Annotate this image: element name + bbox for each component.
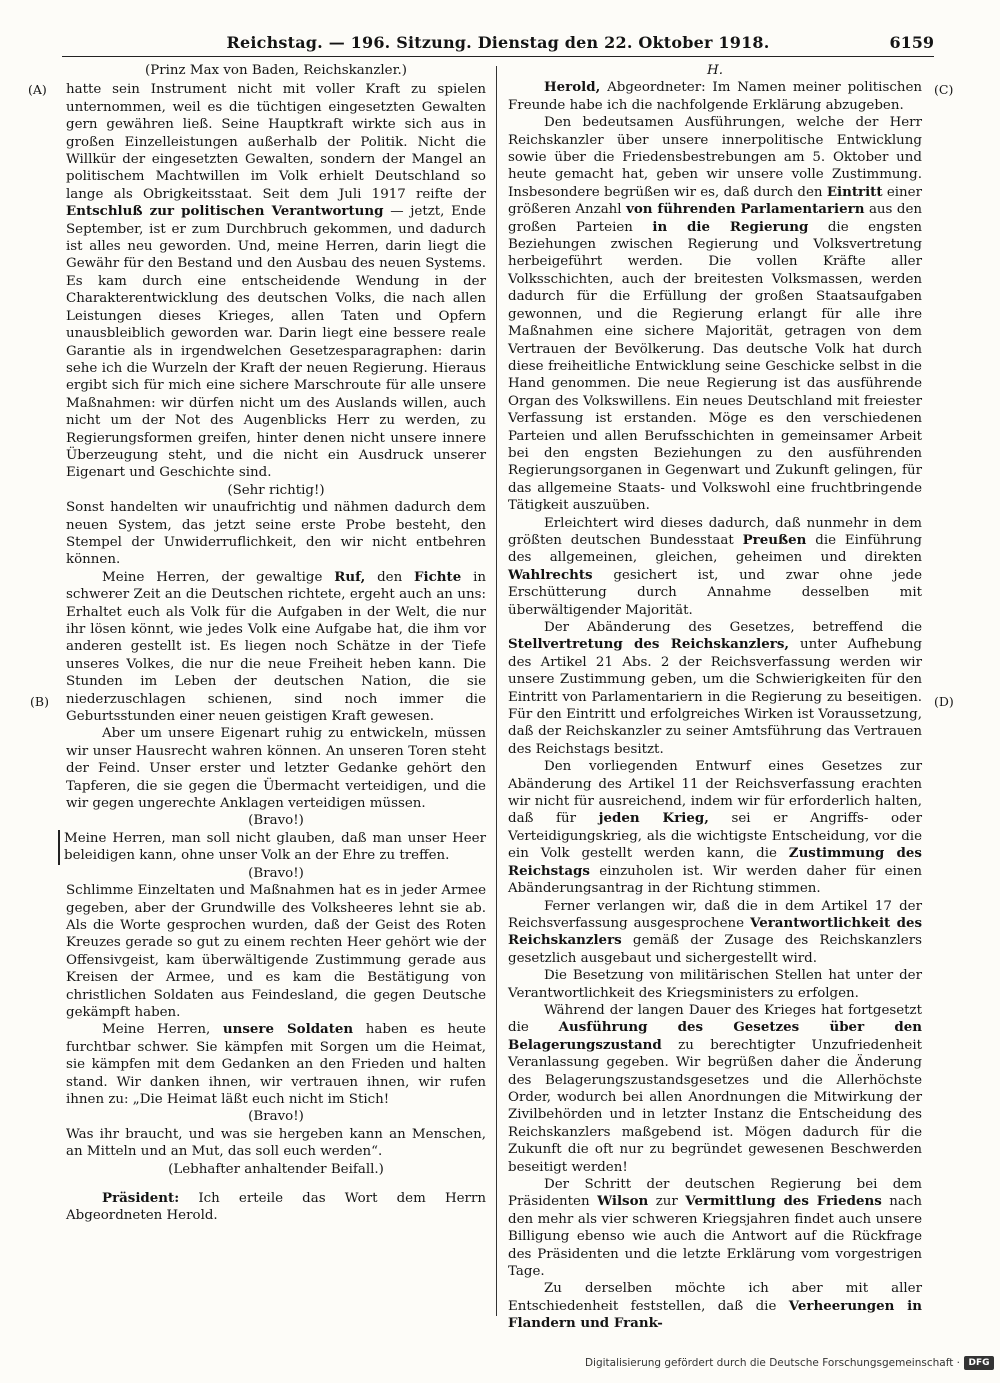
paragraph: Meine Herren, der gewaltige Ruf, den Fichte in schwerer Zeit an die Deutschen richtete, ergeht auch an uns: Erhaltet euch als Volk für die Aufgaben in der Welt, die nur ihr lösen könnt, wie jedes Volk eine Aufgabe hat, die ihm vor anderen gestellt ist. Es liegen noch Schätze in der Tiefe unseres Volkes, die nur die neue Freiheit heben kann. Die Stunden im Leben der deutschen Nation, die sie niederzuschlagen schienen, sind noch immer die Geburtsstunden einer neuen geistigen Kraft gewesen. — [66, 568, 486, 725]
margin-marker-d: (D) — [934, 694, 954, 709]
paragraph: Den bedeutsamen Ausführungen, welche der Herr Reichskanzler über unsere innerpolitische Entwicklung sowie über die Friedensbestrebungen am 5. Oktober und heute gemacht hat, geben wir unsere volle Zustimmung. Insbesondere begrüßen wir es, daß durch den Eintritt einer größeren Anzahl von führenden Parlamentariern aus den großen Parteien in die Regierung die engsten Beziehungen zwischen Regierung und Volksvertretung herbeigeführt werden. Die vollen Kräfte aller Volksschichten, auch der breitesten Volksmassen, werden dadurch für die Erfüllung der großen Staatsaufgaben gewonnen, und die Regierung erlangt für alle ihre Maßnahmen eine sichere Majorität, getragen von dem Vertrauen der Bevölkerung. Das deutsche Volk hat durch diese freiheitliche Entwicklung seine Geschicke selbst in die Hand genommen. Die neue Regierung ist das ausführende Organ des Volkswillens. Ein neues Deutschland mit freiester Verfassung ist erstanden. Möge es den verschiedenen Parteien und allen Berufsschichten in gemeinsamer Arbeit bei den engsten Beziehungen zu den ausführenden Regierungsorganen in Gegenwart und Zukunft gelingen, für das allgemeine Staats- und Volkswohl eine fruchtbringende Tätigkeit auszuüben. — [508, 115, 923, 514]
paragraph: Präsident: Ich erteile das Wort dem Herrn Abgeordneten Herold. — [66, 1190, 486, 1224]
handwritten-mark: H. — [707, 63, 723, 78]
footer — [584, 1356, 994, 1372]
paragraph: Ferner verlangen wir, daß die in dem Artikel 17 der Reichsverfassung ausgesprochene Verantwortlichkeit des Reichskanzlers gemäß der Zusage des Reichskanzlers gesetzlich ausgebaut und sichergestellt wird. — [508, 898, 922, 966]
speaker-attribution: (Prinz Max von Baden, Reichskanzler.) — [145, 63, 407, 78]
paragraph: Meine Herren, man soll nicht glauben, daß man unser Heer beleidigen kann, ohne unser Volk an der Ehre zu treffen. — [58, 830, 486, 865]
speaker-name: Präsident: — [102, 1190, 180, 1206]
header-rule — [62, 56, 934, 57]
margin-marker-a: (A) — [28, 82, 47, 97]
running-title: Reichstag. — 196. Sitzung. Dienstag den 22. Oktober 1918. — [226, 33, 770, 52]
interjection: (Bravo!) — [248, 813, 304, 829]
paragraph: Der Abänderung des Gesetzes, betreffend die Stellvertretung des Reichskanzlers, unter Aufhebung des Artikel 21 Abs. 2 der Reichsverfassung werden wir unsere Zustimmung geben, um die Schwierigkeiten für den Eintritt von Parlamentariern in die Regierung zu beseitigen. Für den Eintritt und erfolgreiches Wirken ist Voraussetzung, daß der Reichskanzler zu seiner Amtsführung das Vertrauen des Reichstags besitzt. — [508, 620, 923, 757]
page-number: 6159 — [889, 33, 934, 52]
paragraph: Den vorliegenden Entwurf eines Gesetzes zur Abänderung des Artikel 11 der Reichsverfassung erachten wir nicht für ausreichend, indem wir für erforderlich halten, daß für jeden Krieg, sei er Angriffs- oder Verteidigungskrieg, als die wichtigste Entscheidung, vor die ein Volk gestellt werden kann, die Zustimmung des Reichstags einzuholen ist. Wir werden daher für einen Abänderungsantrag in der Richtung stimmen. — [508, 759, 922, 897]
speaker-name: Herold, — [544, 79, 601, 96]
paragraph: Herold, Abgeordneter: Im Namen meiner politischen Freunde habe ich die nachfolgende Erklärung abzugeben. — [508, 79, 922, 113]
paragraph: Was ihr braucht, und was sie hergeben kann an Menschen, an Mitteln und an Mut, das soll euch werden“. — [66, 1126, 486, 1160]
interjection: (Sehr richtig!) — [227, 482, 325, 498]
interjection: (Bravo!) — [248, 1109, 304, 1125]
right-column — [508, 62, 922, 1333]
left-column — [66, 62, 486, 1225]
margin-marker-c: (C) — [934, 82, 954, 97]
interjection: (Lebhafter anhaltender Beifall.) — [168, 1161, 384, 1177]
interjection: (Bravo!) — [248, 865, 304, 881]
paragraph: Erleichtert wird dieses dadurch, daß nunmehr in dem größten deutschen Bundesstaat Preußen die Einführung des allgemeinen, gleichen, geheimen und direkten Wahlrechts gesichert ist, und zwar ohne jede Erschütterung durch Annahme desselben mit überwältigender Majorität. — [508, 515, 922, 618]
paragraph: Meine Herren, unsere Soldaten haben es heute furchtbar schwer. Sie kämpfen mit Sorgen um die Heimat, sie kämpfen mit dem Gedanken an den Frieden und halten stand. Wir danken ihnen, wir vertrauen ihnen, wir rufen ihnen zu: „Die Heimat läßt euch nicht im Stich! — [66, 1021, 486, 1107]
margin-marker-b: (B) — [30, 694, 49, 709]
dfg-logo: DFG — [964, 1356, 994, 1370]
column-divider — [496, 66, 497, 1316]
emphasis: Entschluß zur politischen Verantwortung — [66, 203, 384, 220]
paragraph: Die Besetzung von militärischen Stellen hat unter der Verantwortlichkeit des Kriegsministers zu erfolgen. — [508, 968, 922, 1001]
paragraph: hatte sein Instrument nicht mit voller Kraft zu spielen unternommen, weil es die tüchtigen eingesetzten Gewalten gern gewähren ließ. Seine Hauptkraft wirkte sich aus in großen Einzelleistungen außerhalb der Politik. Nicht die Willkür der eingesetzten Gewalten, sondern der Mangel an politischem Machtwillen im Volk erhielt Deutschland so lange als Obrigkeitsstaat. Seit dem Juli 1917 reifte der Entschluß zur politischen Verantwortung — jetzt, Ende September, ist er zum Durchbruch gekommen, und dadurch ist alles neu geworden. Und, meine Herren, darin liegt die Gewähr für den Bestand und den Ausbau des neuen Systems. Es kam durch eine entscheidende Wendung in der Charakterentwicklung des deutschen Volks, die nach allen Leistungen dieses Krieges, allen Taten und Opfern unausbleiblich geworden war. Darin liegt eine bessere reale Garantie als in irgendwelchen Gesetzesparagraphen: darin sehe ich die Wurzeln der Kraft der neuen Regierung. Hieraus ergibt sich für mich eine sichere Marschroute für alle unsere Maßnahmen: wir dürfen nicht um des Auslands willen, auch nicht um der Not des Augenblicks Herr zu werden, zu Regierungsformen greifen, hinter denen nicht unsere innere Überzeugung steht, und die nicht ein Ausdruck unserer Eigenart und Geschichte sind. — [66, 82, 486, 481]
paragraph: Sonst handelten wir unaufrichtig und nähmen dadurch dem neuen System, das jetzt seine erste Probe besteht, den Stempel der Unwiderruflichkeit, den wir nicht entbehren können. — [66, 500, 486, 568]
paragraph: Aber um unsere Eigenart ruhig zu entwickeln, müssen wir unser Hausrecht wahren können. An unseren Toren steht der Feind. Unser erster und letzter Gedanke gehört den Tapferen, die sie gegen die Übermacht verteidigen, und die wir gegen ungerechte Anklagen verteidigen müssen. — [66, 726, 486, 812]
paragraph: Zu derselben möchte ich aber mit aller Entschiedenheit feststellen, daß die Verheerungen in Flandern und Frank- — [508, 1281, 922, 1332]
paragraph: Der Schritt der deutschen Regierung bei dem Präsidenten Wilson zur Vermittlung des Friedens nach den mehr als vier schweren Kriegsjahren findet auch unsere Billigung ebenso wie auch die Antwort auf die Rückfrage des Präsidenten und die letzte Erklärung vom vorgestrigen Tage. — [508, 1177, 923, 1280]
paragraph: Schlimme Einzeltaten und Maßnahmen hat es in jeder Armee gegeben, aber der Grundwille des Volksheeres lehnt sie ab. Als die Worte gesprochen wurden, daß der Geist des Roten Kreuzes gerade so gut zu einem rechten Heer gehört wie der Offensivgeist, kam überwältigende Zustimmung gerade aus Kreisen der Armee, und es kam die Bestätigung von christlichen Soldaten aus Feindesland, die gegen Deutsche gekämpft haben. — [66, 883, 486, 1020]
funding-note: Digitalisierung gefördert durch die Deutsche Forschungsgemeinschaft · — [584, 1357, 960, 1369]
paragraph: Während der langen Dauer des Krieges hat fortgesetzt die Ausführung des Gesetzes über den Belagerungszustand zu berechtigter Unzufriedenheit Veranlassung gegeben. Wir begrüßen daher die Änderung des Belagerungszustandsgesetzes und die Allerhöchste Order, wodurch bei allen Anordnungen die Mitwirkung der Zivilbehörden und in letzter Instanz die Entscheidung des Reichskanzlers maßgebend ist. Mögen dadurch für die Zukunft die oft nur zu begründet gewesenen Beschwerden beseitigt werden! — [508, 1002, 922, 1175]
page-header — [62, 33, 934, 57]
